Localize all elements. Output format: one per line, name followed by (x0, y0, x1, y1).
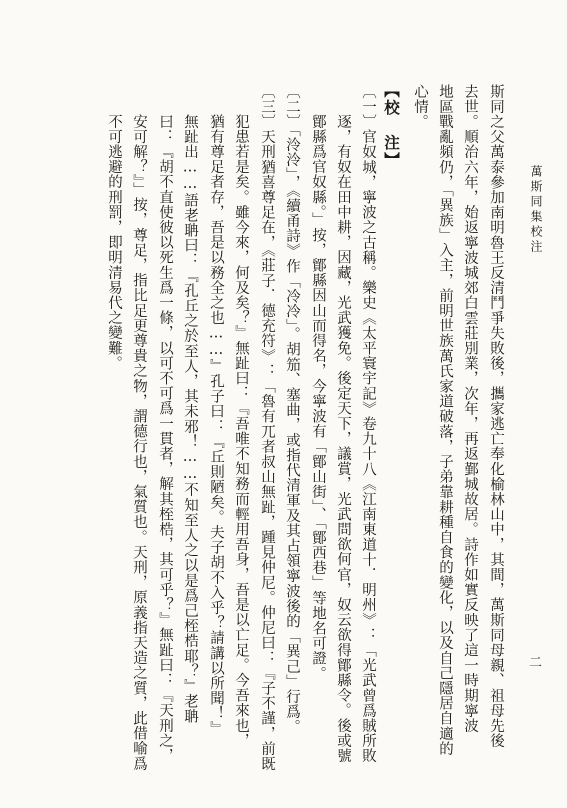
body-text-column-4: 心情。 (412, 84, 428, 130)
page-number: 二 (526, 655, 541, 669)
notes-heading: 【校 注】 (382, 82, 401, 170)
note-column-1: 〔一〕官奴城，寧波之古稱。樂史《太平寰宇記》卷九十八《江南東道十．明州》：「光武曾爲賊所敗 (360, 84, 376, 764)
note-column-10: 安可解？』」按，尊足，指比足更尊貴之物，謂德行也，氣質也。天刑，原義指天造之質，此借喻爲 (131, 114, 147, 772)
body-text-column-2: 去世。順治六年，始返寧波城郊白雲莊別業，次年，再返鄞城故居。詩作如實反映了這一時期寧波 (462, 84, 478, 734)
running-header: 萬斯同集校注 (529, 165, 543, 255)
note-column-4: 〔二〕「泠泠」，《續甬詩》作「冷冷」。胡笳、塞曲，或指代清軍及其占領寧波後的「異己」行爲。 (284, 84, 300, 735)
note-column-3: 鄮縣爲官奴縣。」按，鄮縣因山而得名，今寧波有「鄮山街」、「鄮西巷」等地名可證。 (310, 114, 326, 682)
note-column-7: 猶有尊足者存，吾是以務全之也……』孔子曰：『丘則陋矣。夫子胡不入乎？請講以所聞！』 (208, 114, 224, 737)
body-text-column-1: 斯同之父萬泰參加南明魯王反清鬥爭失敗後，攜家逃亡奉化榆林山中，其間，萬斯同母親、祖母先後 (488, 84, 504, 749)
note-column-11: 不可逃避的刑罰，即明清易代之變難。 (106, 114, 122, 371)
body-text-column-3: 地區戰亂頻仍，「異族」入主，前明世族萬氏家道破落，子弟靠耕種自食的變化，以及自己隱居自適的 (437, 84, 453, 757)
note-column-2: 逐，有奴在田中耕，因藏，光武獲免。後定天下，議賞，光武問欲何官，奴云欲得鄮縣令。後或號 (335, 114, 351, 764)
note-column-9: 曰：『胡不直使彼以死生爲一條，以可不可爲一貫者，解其桎梏，其可乎？』無趾曰：『天刑之， (157, 114, 173, 764)
note-column-5: 〔三〕天刑猶喜尊足在，《莊子．德充符》：「魯有兀者叔山無趾，踵見仲尼。仲尼曰：『子不謹，前既 (259, 84, 275, 772)
note-column-6: 犯患若是矣。雖今來，何及矣？』無趾曰：『吾唯不知務而輕用吾身，吾是以亡足。今吾來也， (233, 114, 249, 749)
note-column-8: 無趾出……語老聃曰：『孔丘之於至人，其未邪！……不知至人之以是爲己桎梏耶？』老聃 (182, 114, 198, 724)
